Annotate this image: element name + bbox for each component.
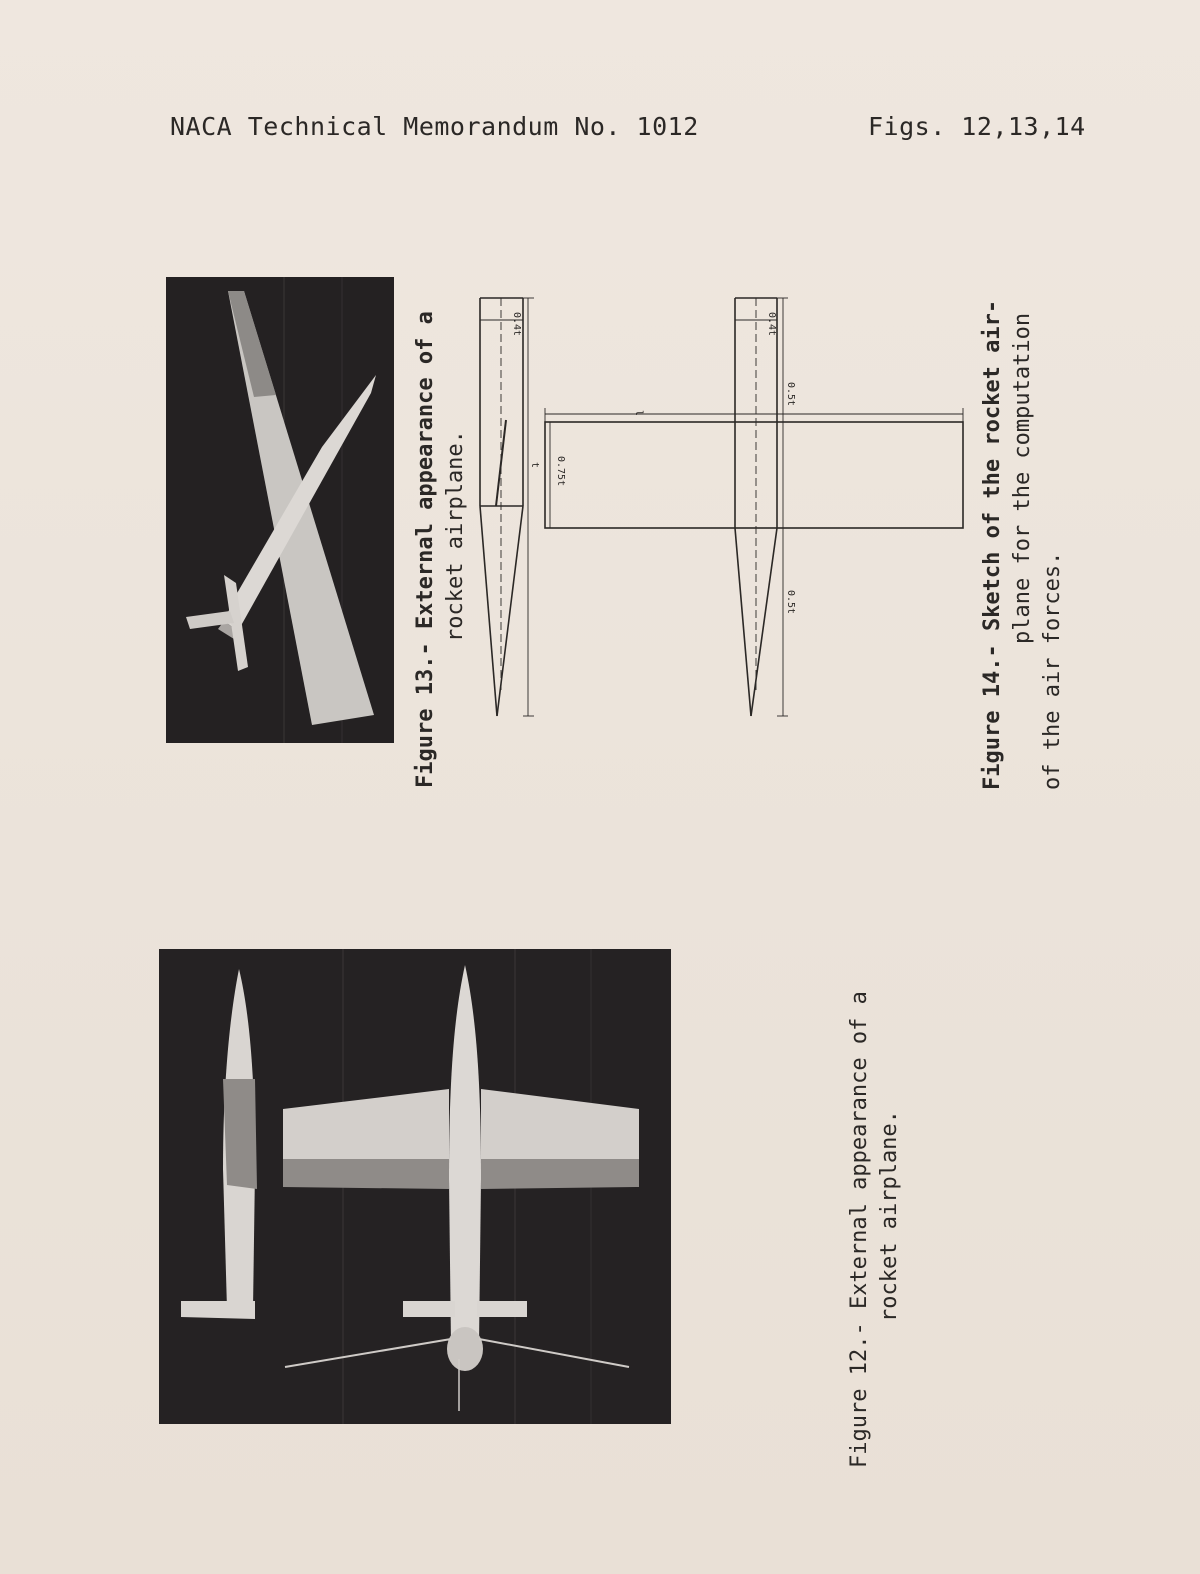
memo-header: NACA Technical Memorandum No. 1012 — [170, 112, 699, 141]
dim-04t-side: 0.4t — [511, 312, 522, 337]
figure-13-caption-line-1: Figure 13.- External appearance of a — [413, 311, 438, 788]
figure-12-caption — [845, 991, 905, 1468]
figure-14-caption-line-3: of the air forces. — [1040, 551, 1065, 790]
figure-14-sketch — [470, 290, 970, 730]
figures-reference: Figs. 12,13,14 — [868, 112, 1086, 141]
figure-13-photo — [166, 277, 394, 743]
dim-075t: 0.75t — [555, 456, 566, 487]
dim-05t-upper: 0.5t — [785, 382, 796, 407]
figure-14-caption-line-1: Figure 14.- Sketch of the rocket air- — [980, 299, 1005, 790]
figure-13-caption — [411, 311, 471, 788]
dim-05t-lower: 0.5t — [785, 590, 796, 615]
figure-13-caption-line-2: rocket airplane. — [443, 430, 468, 642]
dim-l: l — [633, 410, 644, 417]
figure-14-caption — [978, 300, 1068, 790]
dim-t-side: t — [529, 462, 540, 469]
figure-12-photo — [159, 949, 671, 1424]
dim-04t-top: 0.4t — [766, 312, 777, 337]
figure-12-caption-line-1: Figure 12.- External appearance of a — [847, 991, 872, 1468]
figure-14-caption-line-2: plane for the computation — [1010, 312, 1035, 644]
figure-12-caption-line-2: rocket airplane. — [877, 1110, 902, 1322]
